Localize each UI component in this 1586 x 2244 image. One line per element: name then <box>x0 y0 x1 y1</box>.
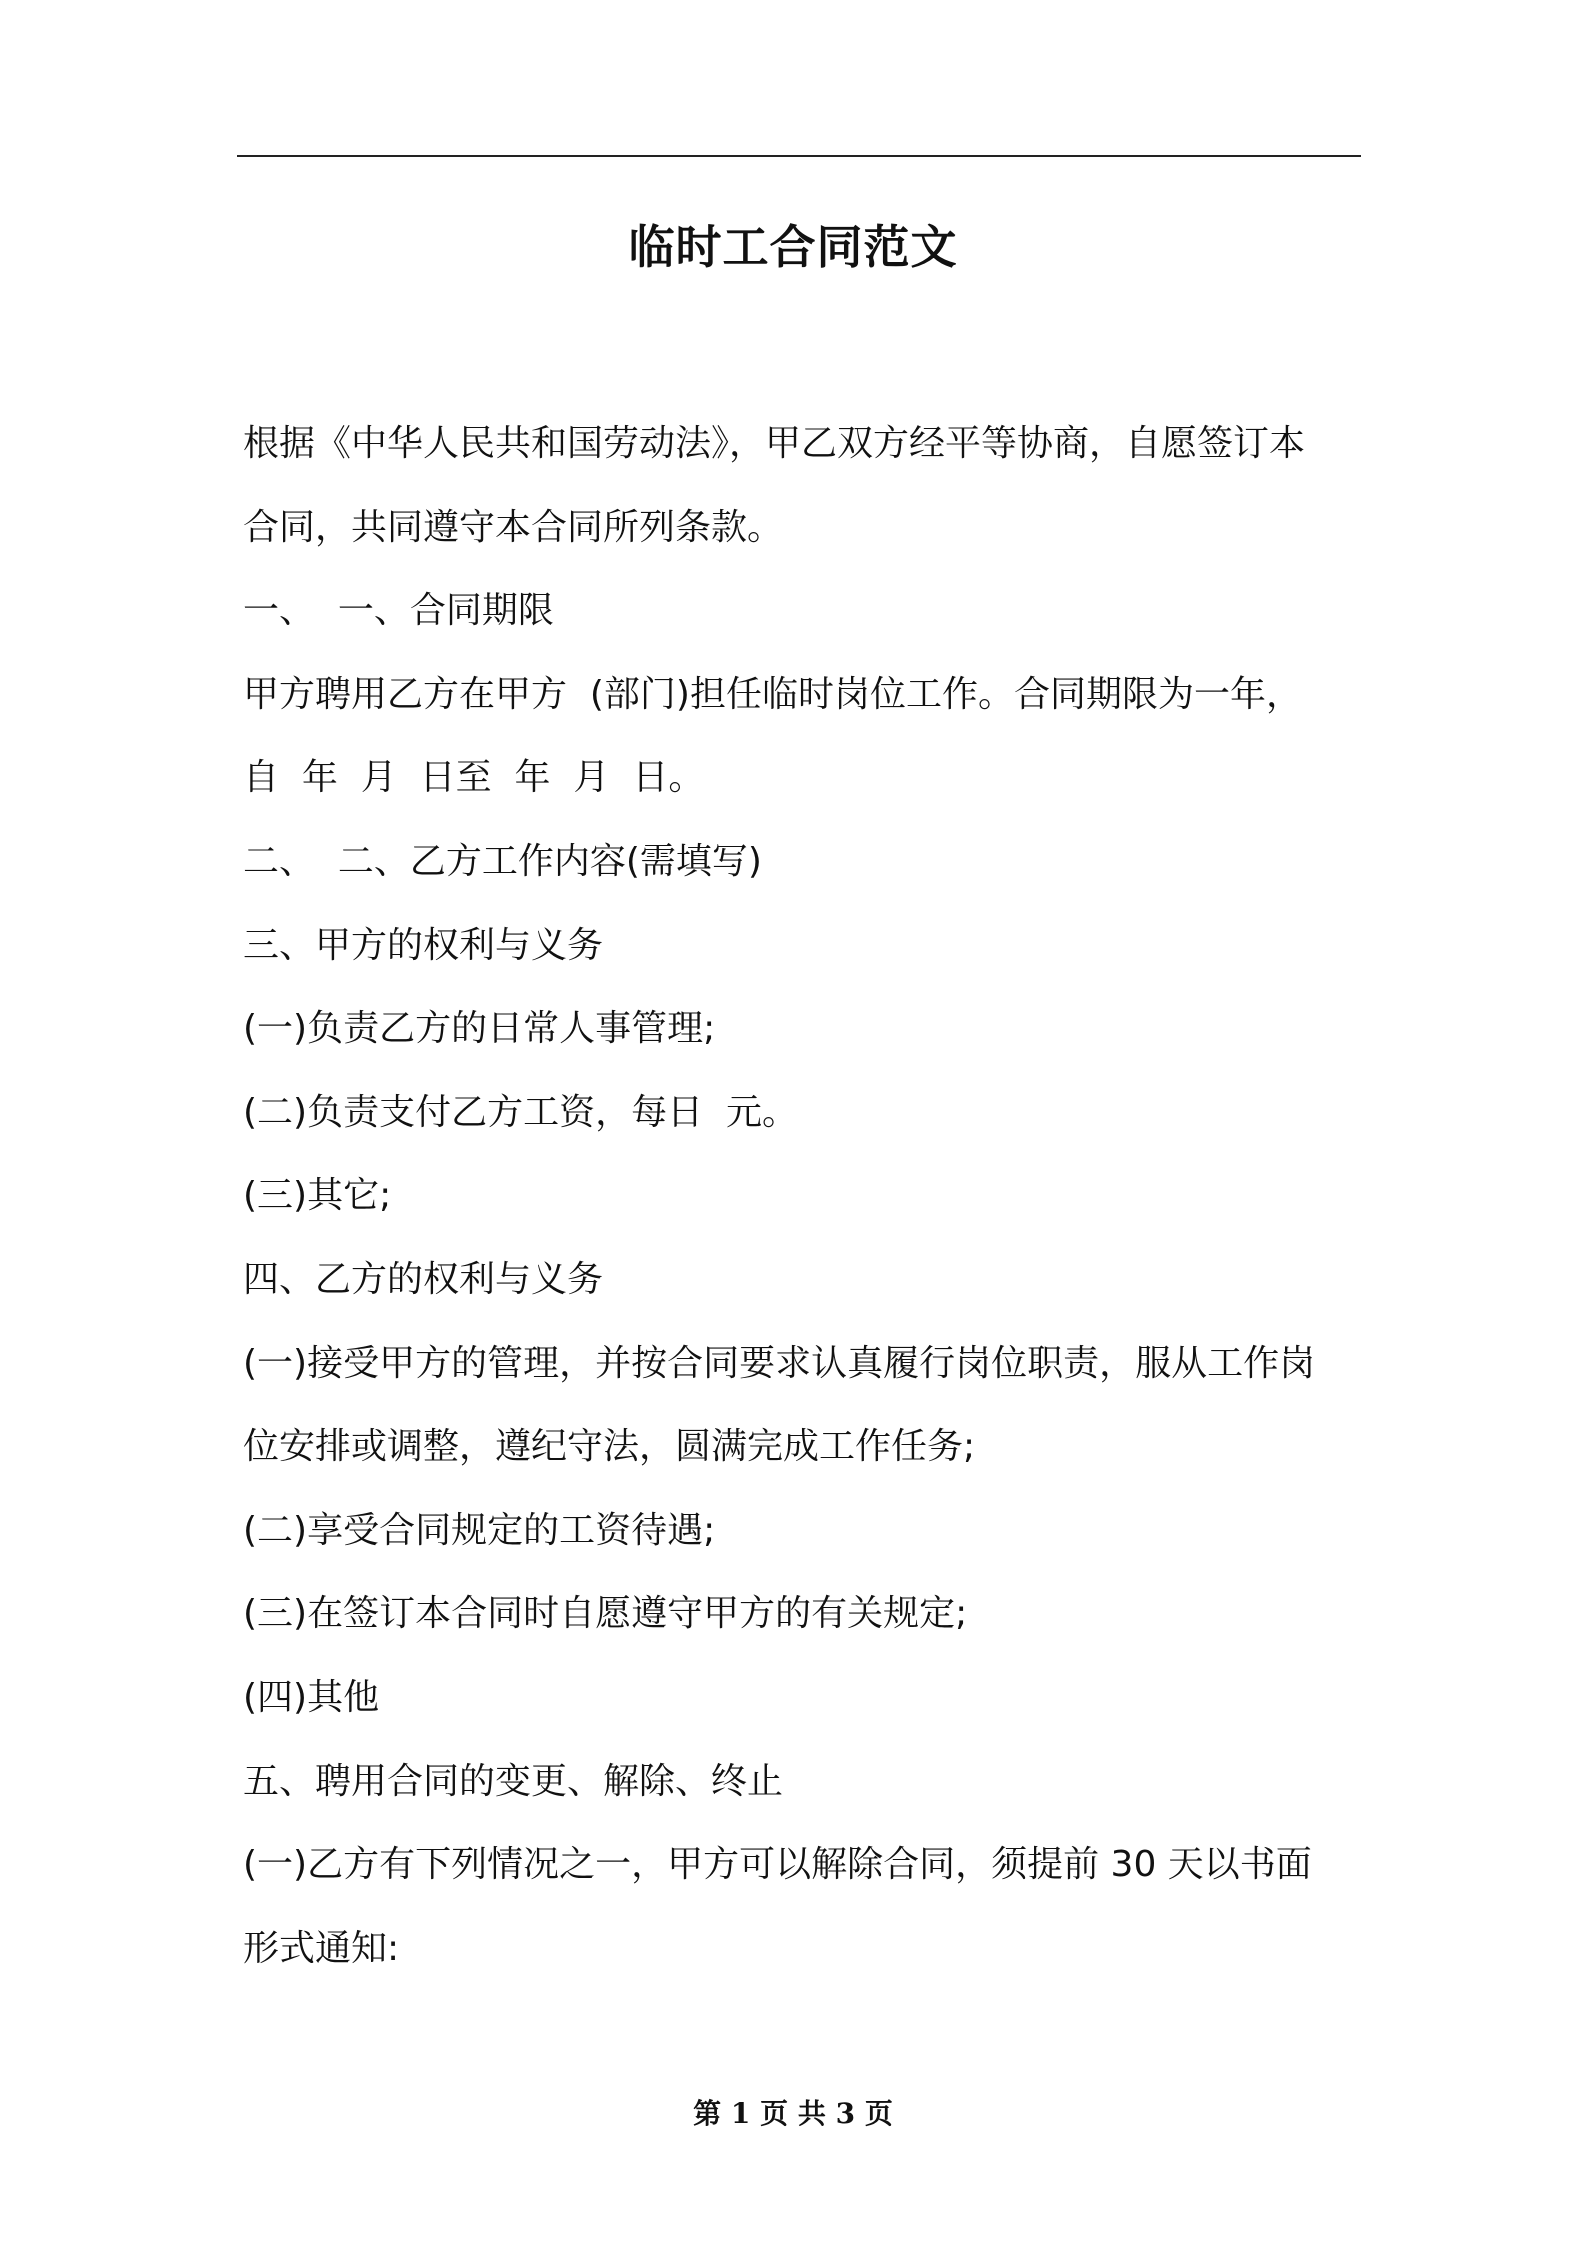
body-line: 合同，共同遵守本合同所列条款。 <box>243 506 784 548</box>
section-heading: 五、聘用合同的变更、解除、终止 <box>243 1760 784 1802</box>
clause-item: (三)在签订本合同时自愿遵守甲方的有关规定; <box>243 1593 968 1635</box>
body-line: 甲方聘用乙方在甲方 (部门)担任临时岗位工作。合同期限为一年， <box>243 673 1302 715</box>
section-heading: 三、甲方的权利与义务 <box>243 924 604 966</box>
body-line: 形式通知: <box>243 1927 400 1969</box>
body-line: 位安排或调整，遵纪守法，圆满完成工作任务; <box>243 1426 976 1468</box>
body-line: 自 年 月 日至 年 月 日。 <box>243 757 705 799</box>
header-rule <box>237 155 1361 157</box>
document-title: 临时工合同范文 <box>628 220 958 274</box>
clause-item: (二)负责支付乙方工资，每日 元。 <box>243 1091 798 1133</box>
section-heading: 二、 二、乙方工作内容(需填写) <box>243 840 762 882</box>
clause-item: (一)乙方有下列情况之一，甲方可以解除合同，须提前 30 天以书面 <box>243 1844 1312 1886</box>
section-heading: 一、 一、合同期限 <box>243 590 554 632</box>
document-body <box>243 402 1363 1990</box>
page-number: 第 1 页 共 3 页 <box>693 2097 893 2130</box>
clause-item: (二)享受合同规定的工资待遇; <box>243 1509 716 1551</box>
clause-item: (三)其它; <box>243 1175 392 1217</box>
clause-item: (一)接受甲方的管理，并按合同要求认真履行岗位职责，服从工作岗 <box>243 1342 1316 1384</box>
clause-item: (四)其他 <box>243 1676 380 1718</box>
section-heading: 四、乙方的权利与义务 <box>243 1258 604 1300</box>
clause-item: (一)负责乙方的日常人事管理; <box>243 1008 716 1050</box>
body-line: 根据《中华人民共和国劳动法》，甲乙双方经平等协商，自愿签订本 <box>243 423 1306 464</box>
